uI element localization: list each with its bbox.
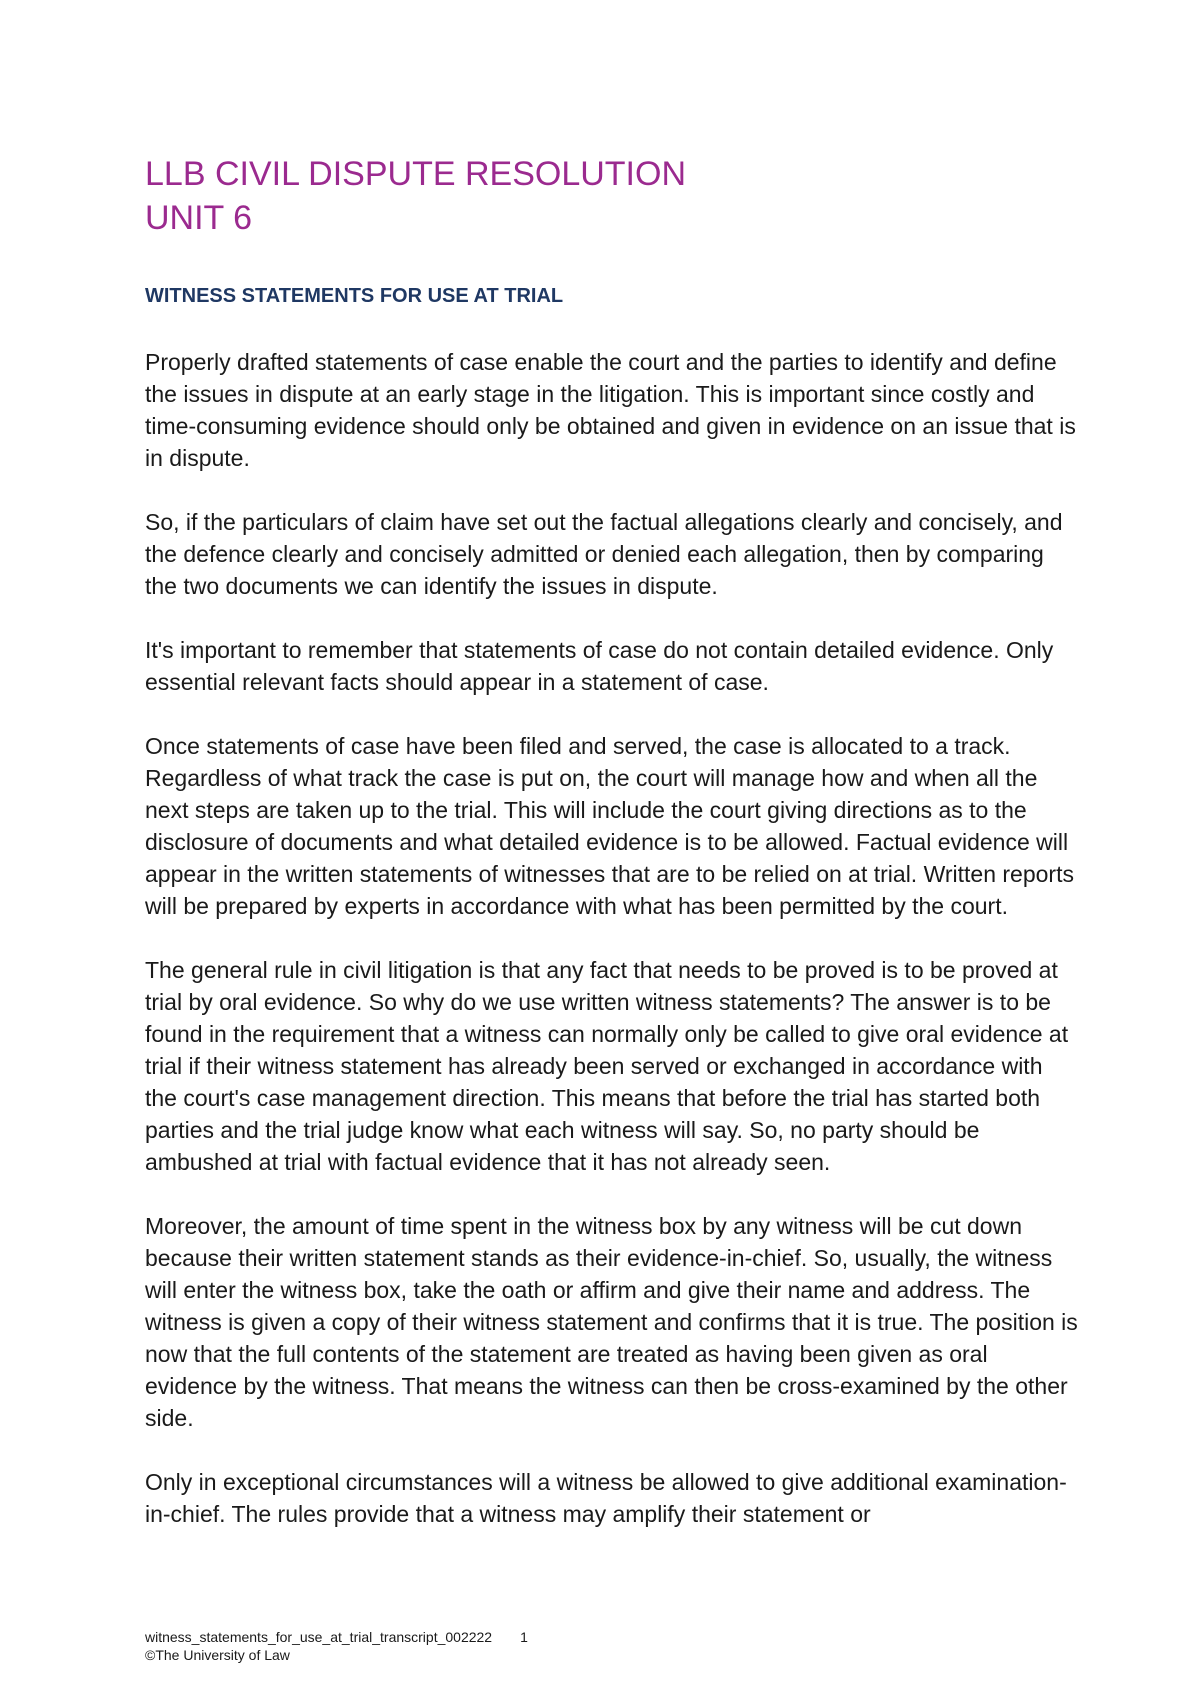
course-title: LLB CIVIL DISPUTE RESOLUTION <box>145 155 686 193</box>
paragraph: So, if the particulars of claim have set out the factual allegations clearly and concisely, and the defence clearly and concisely admitted or denied each allegation, then by comparing the two documents we can identify the issues in dispute. <box>145 509 1063 599</box>
page-number: 1 <box>520 1629 528 1645</box>
document-title <box>145 152 1095 240</box>
footer-filename: witness_statements_for_use_at_trial_transcript_002222 <box>145 1629 493 1645</box>
paragraph: The general rule in civil litigation is that any fact that needs to be proved is to be proved at trial by oral evidence. So why do we use written witness statements? The answer is to be found in the requirement that a witness can normally only be called to give oral evidence at trial if their witness statement has already been served or exchanged in accordance with the court's case management direction. This means that before the trial has started both parties and the trial judge know what each witness will say. So, no party should be ambushed at trial with factual evidence that it has not already seen. <box>145 957 1069 1175</box>
page-footer <box>145 1628 845 1664</box>
paragraph: It's important to remember that statements of case do not contain detailed evidence. Only essential relevant facts should appear in a statement of case. <box>145 637 1054 695</box>
footer-copyright: ©The University of Law <box>145 1647 290 1663</box>
document-body <box>145 346 1080 1562</box>
paragraph: Once statements of case have been filed and served, the case is allocated to a track. Regardless of what track the case is put on, the court will manage how and when all the next steps are taken up to the trial. This will include the court giving directions as to the disclosure of documents and what detailed evidence is to be allowed. Factual evidence will appear in the written statements of witnesses that are to be relied on at trial. Written reports will be prepared by experts in accordance with what has been permitted by the court. <box>145 733 1074 919</box>
section-heading: WITNESS STATEMENTS FOR USE AT TRIAL <box>145 285 564 307</box>
paragraph: Only in exceptional circumstances will a witness be allowed to give additional examination-in-chief. The rules provide that a witness may amplify their statement or <box>145 1469 1067 1527</box>
footer-file-row <box>145 1628 845 1646</box>
paragraph: Properly drafted statements of case enable the court and the parties to identify and define the issues in dispute at an early stage in the litigation. This is important since costly and time-consuming evidence should only be obtained and given in evidence on an issue that is in dispute. <box>145 349 1076 471</box>
unit-title: UNIT 6 <box>145 199 253 237</box>
paragraph: Moreover, the amount of time spent in the witness box by any witness will be cut down because their written statement stands as their evidence-in-chief. So, usually, the witness will enter the witness box, take the oath or affirm and give their name and address. The witness is given a copy of their witness statement and confirms that it is true. The position is now that the full contents of the statement are treated as having been given as oral evidence by the witness. That means the witness can then be cross-examined by the other side. <box>145 1213 1078 1431</box>
